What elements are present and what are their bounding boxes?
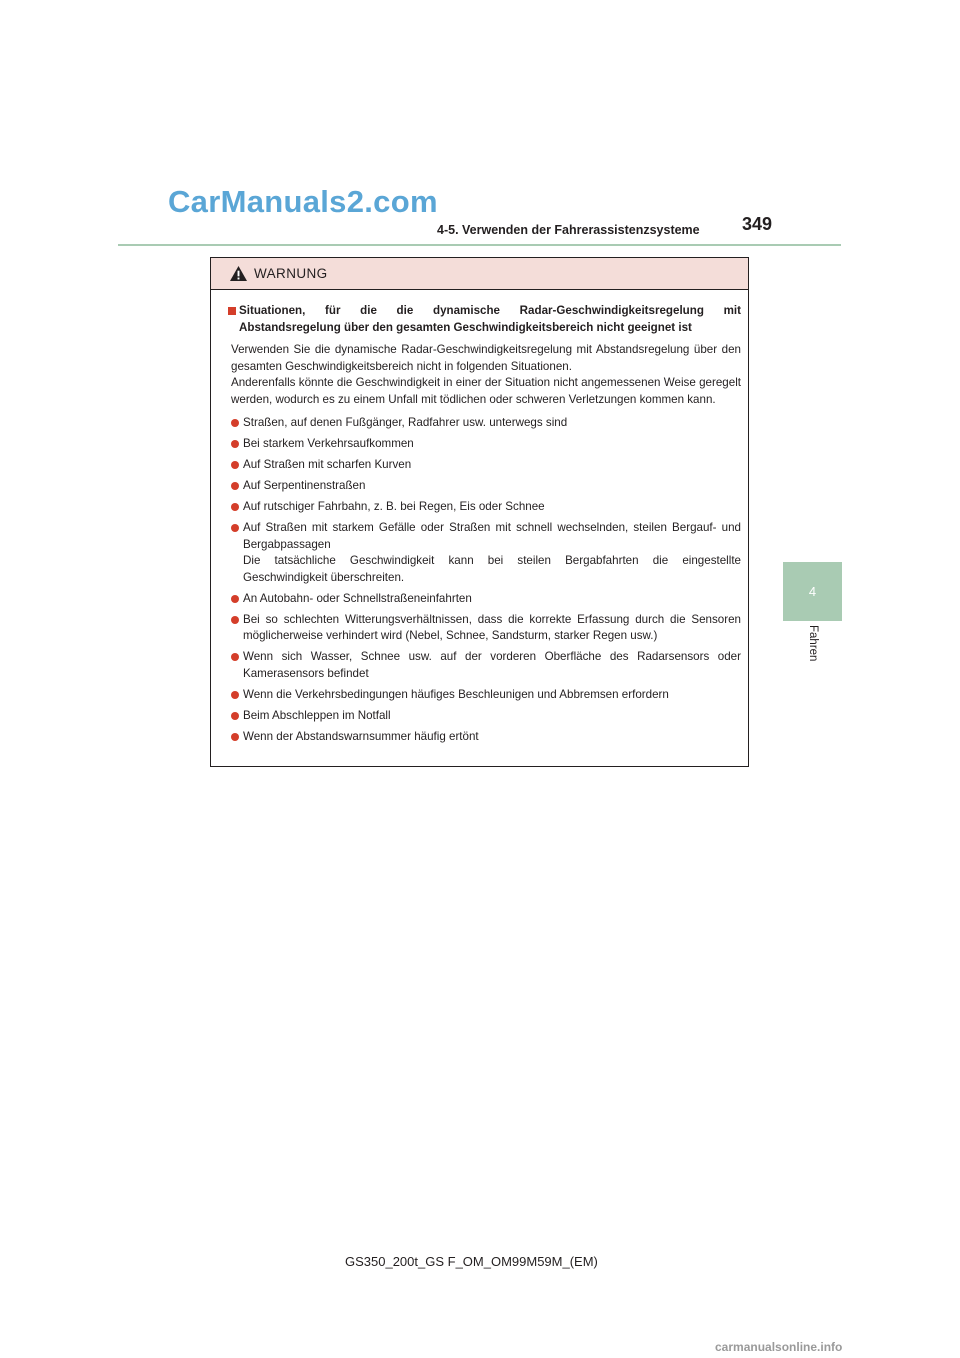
list-item-note: Die tatsächliche Geschwindigkeit kann bei steilen Bergabfahrten die eingestellte Geschwindigkeit überschreiten. <box>243 554 741 584</box>
warning-header <box>211 258 748 290</box>
page-number: 349 <box>742 214 773 234</box>
list-item-text: Auf Straßen mit scharfen Kurven <box>243 458 412 471</box>
list-item-text: Bei starkem Verkehrsaufkommen <box>243 437 414 450</box>
list-item <box>228 649 741 682</box>
bullet-icon <box>231 440 239 448</box>
bullet-icon <box>231 524 239 532</box>
square-bullet-icon <box>228 307 236 315</box>
list-item-main: Auf Straßen mit starkem Gefälle oder Straßen mit schnell wechselnden, steilen Bergauf- und Bergabpassagen <box>243 521 741 551</box>
list-item-text: Auf rutschiger Fahrbahn, z. B. bei Regen, Eis oder Schnee <box>243 500 545 513</box>
warning-box <box>210 257 749 767</box>
warning-triangle-icon <box>229 265 248 282</box>
warning-title: WARNUNG <box>254 266 328 281</box>
list-item <box>228 687 741 704</box>
list-item-text: Wenn die Verkehrsbedingungen häufiges Beschleunigen und Abbremsen erfordern <box>243 687 669 701</box>
list-item-text: Bei so schlechten Witterungsverhältnissen, dass die korrekte Erfassung durch die Sensoren möglicherweise verhindert wird (Nebel, Schnee, Sandsturm, starker Regen usw.) <box>243 612 741 642</box>
bullet-icon <box>231 482 239 490</box>
bullet-icon <box>231 616 239 624</box>
document-code: GS350_200t_GS F_OM_OM99M59M_(EM) <box>345 1254 598 1269</box>
bullet-icon <box>231 595 239 603</box>
list-item <box>228 708 741 725</box>
bullet-icon <box>231 733 239 741</box>
list-item <box>228 591 741 608</box>
bullet-icon <box>231 691 239 699</box>
list-item-text: Wenn sich Wasser, Schnee usw. auf der vorderen Oberfläche des Radarsensors oder Kamerasensors befindet <box>243 650 741 680</box>
list-item-text: Auf Serpentinenstraßen <box>243 479 366 492</box>
bullet-icon <box>231 503 239 511</box>
list-item-text <box>243 520 741 586</box>
list-item <box>228 457 741 474</box>
list-item-text: An Autobahn- oder Schnellstraßeneinfahrten <box>243 591 472 605</box>
chapter-label: Fahren <box>807 624 819 662</box>
watermark-logo: CarManuals2.com <box>168 184 438 219</box>
list-item <box>228 478 741 495</box>
warning-intro <box>228 342 741 408</box>
warning-body <box>211 290 748 745</box>
chapter-tab[interactable] <box>783 562 842 621</box>
warning-intro-text: Verwenden Sie die dynamische Radar-Geschwindigkeitsregelung mit Abstandsregelung über den gesamten Geschwindigkeitsbereich nicht in folgenden Situationen. <box>231 343 741 373</box>
section-title: 4-5. Verwenden der Fahrerassistenzsysteme <box>437 223 700 237</box>
list-item <box>228 612 741 645</box>
list-item <box>228 499 741 516</box>
list-item <box>228 436 741 453</box>
watermark-footer: carmanualsonline.info <box>715 1340 843 1354</box>
warning-subheading-text: Situationen, für die die dynamische Radar-Geschwindigkeitsregelung mit Abstandsregelung über den gesamten Geschwindigkeitsbereich nicht geeignet ist <box>239 304 741 334</box>
list-item <box>228 415 741 432</box>
bullet-icon <box>231 653 239 661</box>
list-item-text: Beim Abschleppen im Notfall <box>243 708 391 722</box>
header-divider <box>118 244 841 246</box>
list-item <box>228 729 741 746</box>
list-item <box>228 520 741 586</box>
bullet-icon <box>231 419 239 427</box>
chapter-number: 4 <box>808 584 817 599</box>
bullet-icon <box>231 461 239 469</box>
list-item-text: Wenn der Abstandswarnsummer häufig ertönt <box>243 729 479 743</box>
bullet-icon <box>231 712 239 720</box>
list-item-text: Straßen, auf denen Fußgänger, Radfahrer usw. unterwegs sind <box>243 416 568 429</box>
situation-list <box>228 415 741 745</box>
warning-consequence-text: Anderenfalls könnte die Geschwindigkeit in einer der Situation nicht angemessenen Weise geregelt werden, wodurch es zu einem Unfall mit tödlichen oder schweren Verletzungen kommen kann. <box>231 376 741 406</box>
warning-subheading <box>228 303 741 336</box>
